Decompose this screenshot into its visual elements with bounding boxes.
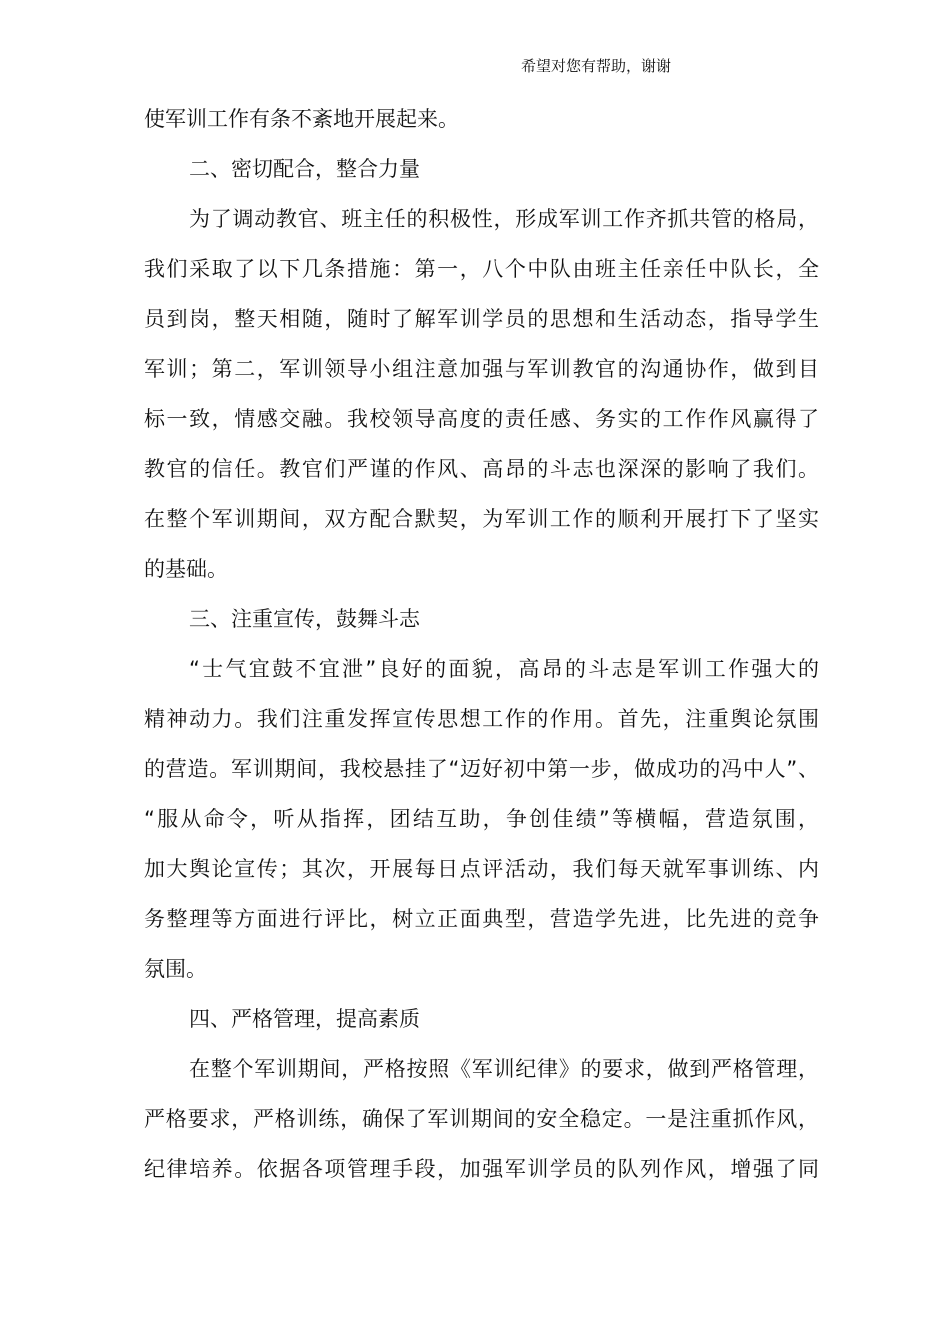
- paragraph-line: “服从命令，听从指挥，团结互助，争创佳绩”等横幅，营造氛围，: [144, 807, 819, 831]
- paragraph-line: 教官的信任。教官们严谨的作风、高昂的斗志也深深的影响了我们。: [144, 457, 819, 481]
- header-note: 希望对您有帮助，谢谢: [521, 57, 672, 75]
- paragraph-line: 加大舆论宣传；其次，开展每日点评活动，我们每天就军事训练、内: [144, 857, 819, 881]
- paragraph-line: 标一致，情感交融。我校领导高度的责任感、务实的工作作风赢得了: [144, 407, 819, 431]
- paragraph-line: “士气宜鼓不宜泄”良好的面貌，高昂的斗志是军训工作强大的: [189, 657, 819, 681]
- paragraph-line: 在整个军训期间，严格按照《军训纪律》的要求，做到严格管理，: [189, 1057, 819, 1081]
- body-text: [144, 94, 819, 1194]
- section-heading: 四、严格管理，提高素质: [189, 1007, 420, 1031]
- paragraph-line: 军训；第二，军训领导小组注意加强与军训教官的沟通协作，做到目: [144, 357, 819, 381]
- section-heading: 三、注重宣传，鼓舞斗志: [189, 607, 420, 631]
- paragraph-line: 严格要求，严格训练，确保了军训期间的安全稳定。一是注重抓作风，: [144, 1107, 819, 1131]
- paragraph-line: 纪律培养。依据各项管理手段，加强军训学员的队列作风，增强了同: [144, 1157, 819, 1181]
- paragraph-line: 使军训工作有条不紊地开展起来。: [144, 107, 459, 131]
- paragraph-line: 员到岗，整天相随，随时了解军训学员的思想和生活动态，指导学生: [144, 307, 819, 331]
- paragraph-line: 氛围。: [144, 957, 207, 981]
- paragraph-line: 的基础。: [144, 557, 228, 581]
- paragraph-line: 精神动力。我们注重发挥宣传思想工作的作用。首先，注重舆论氛围: [144, 707, 819, 731]
- paragraph-line: 务整理等方面进行评比，树立正面典型，营造学先进，比先进的竞争: [144, 907, 819, 931]
- paragraph-line: 在整个军训期间，双方配合默契，为军训工作的顺利开展打下了坚实: [144, 507, 819, 531]
- paragraph-line: 的营造。军训期间，我校悬挂了“迈好初中第一步，做成功的冯中人”、: [144, 757, 819, 781]
- paragraph-line: 我们采取了以下几条措施：第一，八个中队由班主任亲任中队长，全: [144, 257, 819, 281]
- paragraph-line: 为了调动教官、班主任的积极性，形成军训工作齐抓共管的格局，: [189, 207, 819, 231]
- section-heading: 二、密切配合，整合力量: [189, 157, 420, 181]
